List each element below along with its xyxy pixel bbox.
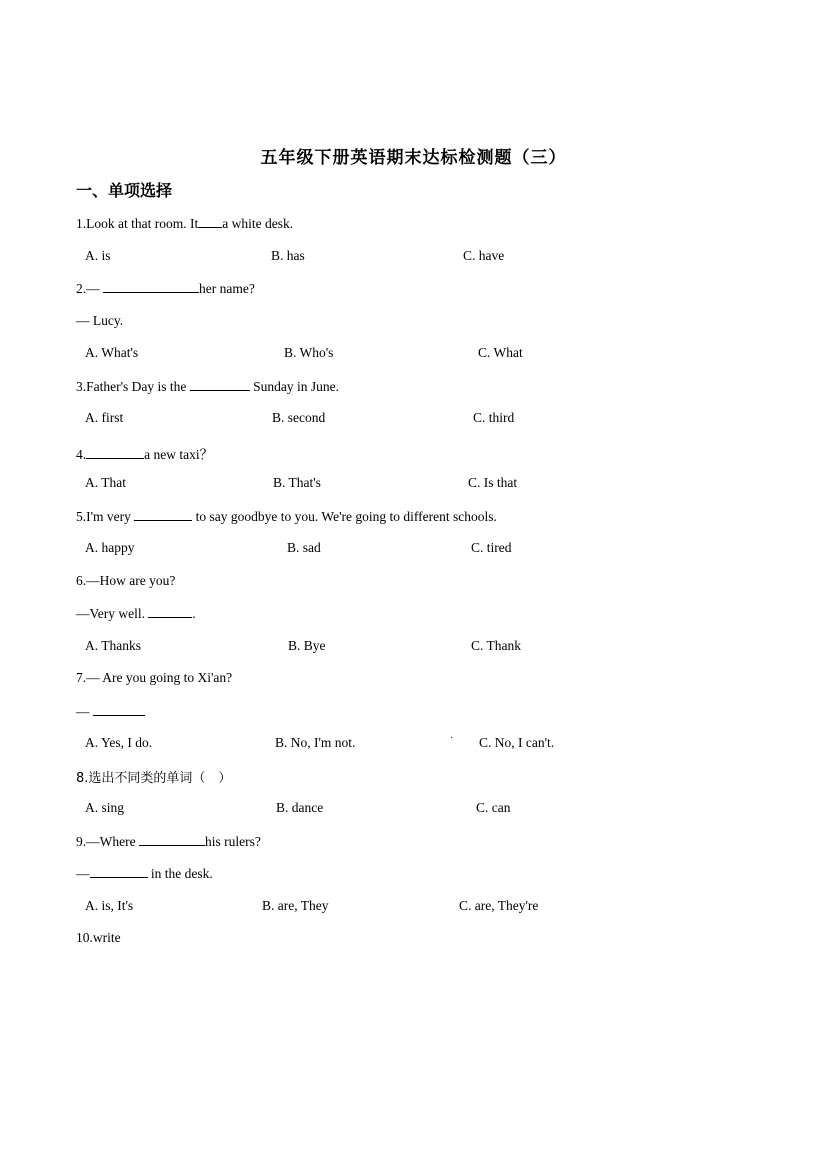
option-b: B. has xyxy=(271,248,305,263)
question-10: 10.write xyxy=(76,930,121,945)
answer-line xyxy=(76,605,196,622)
option-a: A. is xyxy=(85,248,111,263)
option-a: A. Thanks xyxy=(85,638,141,653)
question-text: 3.Father's Day is the xyxy=(76,379,190,394)
question-4 xyxy=(76,443,213,463)
question-1 xyxy=(76,215,293,232)
question-9 xyxy=(76,833,261,850)
question-text: 5.I'm very xyxy=(76,509,135,524)
answer-line xyxy=(76,703,145,720)
option-c: C. Thank xyxy=(471,638,521,653)
question-2 xyxy=(76,280,255,297)
option-b: B. That's xyxy=(273,475,321,490)
answer-blank xyxy=(86,446,144,459)
question-text: 2.— xyxy=(76,281,103,296)
option-c: C. have xyxy=(463,248,505,263)
option-a: A. is, It's xyxy=(85,898,134,913)
option-b: B. dance xyxy=(276,800,324,815)
answer-blank xyxy=(148,605,192,618)
question-text: to say goodbye to you. We're going to different schools. xyxy=(192,509,497,524)
question-text: a new taxi？ xyxy=(144,447,214,462)
question-text: 9.—Where xyxy=(76,834,139,849)
option-a: A. That xyxy=(85,475,126,490)
option-c: C. can xyxy=(476,800,511,815)
option-a: A. Yes, I do. xyxy=(85,735,153,750)
option-c: C. third xyxy=(473,410,515,425)
answer-text: in the desk. xyxy=(147,866,213,881)
option-a: A. What's xyxy=(85,345,139,360)
option-c: C. tired xyxy=(471,540,512,555)
answer-line xyxy=(76,865,213,882)
option-c: C. are, They're xyxy=(459,898,539,913)
answer-blank xyxy=(139,833,205,846)
answer-line: — Lucy. xyxy=(76,313,124,328)
question-3 xyxy=(76,378,339,395)
question-text: his rulers? xyxy=(204,834,261,849)
section-heading: 一、单项选择 xyxy=(76,181,173,200)
option-a: A. first xyxy=(85,410,124,425)
option-a: A. sing xyxy=(85,800,125,815)
answer-text: — xyxy=(76,704,93,719)
option-b: B. No, I'm not. xyxy=(275,735,356,750)
answer-text: —Very well. xyxy=(76,606,149,621)
answer-text: — xyxy=(76,866,90,881)
question-text: 1.Look at that room. It xyxy=(76,216,199,231)
stray-dot: · xyxy=(450,733,454,744)
answer-blank xyxy=(103,280,199,293)
question-text: her name? xyxy=(199,281,255,296)
option-b: B. Bye xyxy=(288,638,326,653)
option-b: B. are, They xyxy=(262,898,329,913)
answer-text: . xyxy=(192,606,196,621)
answer-blank xyxy=(93,703,145,716)
option-b: B. Who's xyxy=(284,345,334,360)
answer-blank xyxy=(198,215,222,228)
question-8: 8.选出不同类的单词（ ） xyxy=(76,771,232,786)
question-text: 4. xyxy=(76,447,87,462)
answer-blank xyxy=(90,865,148,878)
option-c: C. No, I can't. xyxy=(479,735,555,750)
answer-blank xyxy=(190,378,250,391)
question-text: a white desk. xyxy=(222,216,294,231)
option-b: B. sad xyxy=(287,540,321,555)
question-5 xyxy=(76,508,497,525)
question-6: 6.—How are you? xyxy=(76,573,176,588)
option-c: C. Is that xyxy=(468,475,518,490)
page-title: 五年级下册英语期末达标检测题（三） xyxy=(260,148,567,168)
question-7: 7.— Are you going to Xi'an? xyxy=(76,670,233,685)
option-b: B. second xyxy=(272,410,326,425)
option-c: C. What xyxy=(478,345,523,360)
answer-blank xyxy=(134,508,192,521)
option-a: A. happy xyxy=(85,540,135,555)
question-text: Sunday in June. xyxy=(249,379,340,394)
